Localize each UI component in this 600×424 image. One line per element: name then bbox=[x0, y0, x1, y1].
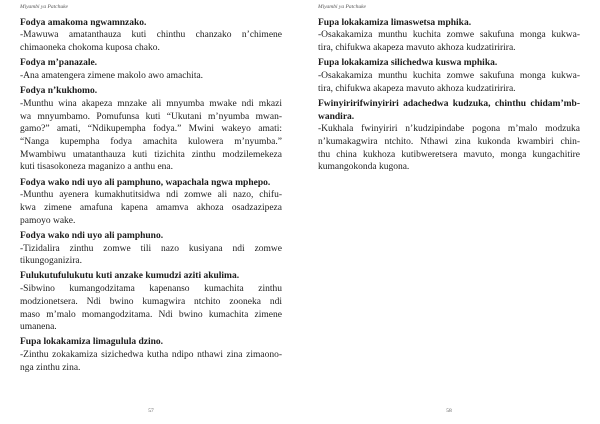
proverb-entry bbox=[318, 98, 580, 174]
running-head: Miyambi ya Patchuke bbox=[20, 4, 68, 10]
proverb-explanation-line: n’kumakagwira ntchito. Nthawi zina kukonda kwambiri chin- bbox=[318, 136, 580, 147]
proverb-entry bbox=[20, 336, 282, 374]
proverb-entry bbox=[20, 270, 282, 334]
proverb-explanation-line: -Mawuwa amatanthauza kuti chinthu chanzako n’chimene bbox=[20, 30, 282, 41]
proverb-explanation-line: -Sibwino kumangodzitama kapenanso kumachita zinthu bbox=[20, 284, 282, 295]
proverb-explanation-line: -Munthu wina akapeza mnzake ali mnyumba mwake ndi mkazi bbox=[20, 98, 282, 109]
proverb-entry bbox=[20, 230, 282, 268]
proverb-explanation-line: thu china kukhoza kutibweretsera mavuto, monga kungachitire bbox=[318, 149, 580, 160]
proverb-explanation-line: -Zinthu zokakamiza sizichedwa kutha ndipo nthawi zina zimaono- bbox=[20, 350, 282, 361]
proverb-explanation-line: “Nanga kupempha fodya amachita kulowera m’nyumba.” bbox=[20, 136, 282, 147]
page-text bbox=[20, 17, 282, 375]
page-text bbox=[318, 17, 580, 174]
proverb-explanation-line: kuti tisasokoneza maganizo a anthu ena. bbox=[20, 162, 174, 173]
proverb-explanation-line: -Osakakamiza munthu kuchita zomwe sakufuna monga kukwa- bbox=[318, 30, 580, 41]
proverb-title-line: Fodya amakoma ngwamnzako. bbox=[20, 17, 147, 28]
page-number: 57 bbox=[148, 408, 154, 414]
proverb-title-line: Fupa lokakamiza limagulula dzino. bbox=[20, 337, 164, 348]
right-page bbox=[300, 0, 600, 424]
proverb-explanation-line: -Tizidalira zinthu zomwe tili nazo kusiyana ndi zomwe bbox=[20, 243, 282, 254]
proverb-explanation-line: nga zinthu zina. bbox=[20, 362, 81, 373]
proverb-explanation-line: maso m’malo momangodzitama. Ndi bwino kumachita zimene bbox=[20, 309, 282, 320]
proverb-explanation-line: Mwambiwu umatanthauza kuti tizichita zinthu modzilemekeza bbox=[20, 149, 282, 160]
proverb-title-line: Fodya n’kukhomo. bbox=[20, 86, 98, 97]
proverb-explanation-line: -Munthu ayenera kumakhutitsidwa ndi zomwe ali nazo, chifu- bbox=[20, 190, 282, 201]
proverb-explanation-line: tira, chifukwa akapeza mavuto akhoza kudzatiririra. bbox=[318, 43, 516, 53]
proverb-explanation-line: kwa zimene amafuna kapena amamva akhoza osadzazipeza bbox=[20, 202, 282, 213]
proverb-title-line: Fupa lokakamiza silichedwa kuswa mphika. bbox=[318, 58, 498, 69]
page-number: 58 bbox=[446, 408, 452, 414]
proverb-title-line: Fupa lokakamiza limaswetsa mphika. bbox=[318, 17, 472, 28]
proverb-explanation-line: chimaoneka chokoma kuposa chako. bbox=[20, 43, 160, 53]
proverb-explanation-line: wa mnyumbamo. Pomufunsa kuti “Ukutani m’nyumba mwan- bbox=[20, 111, 282, 122]
proverb-title-line: Fodya wako ndi uyo ali pamphuno. bbox=[20, 230, 164, 241]
proverb-entry bbox=[20, 57, 282, 82]
proverb-title-line: Fulukutufulukutu kuti anzake kumudzi aziti akulima. bbox=[20, 271, 240, 282]
proverb-title-line: Fodya m’panazale. bbox=[20, 58, 98, 69]
proverb-explanation-line: pamoyo wake. bbox=[20, 215, 76, 226]
proverb-entry bbox=[318, 57, 580, 95]
proverb-explanation-line: modzionetsera. Ndi bwino kumagwira ntchito zooneka ndi bbox=[20, 296, 282, 307]
proverb-title-line: Fwinyiririfwinyiriri adachedwa kudzuka, chinthu chidam’mb- bbox=[318, 98, 580, 109]
running-head: Miyambi ya Patchuke bbox=[318, 4, 366, 10]
proverb-title-line: Fodya wako ndi uyo ali pamphuno, wapachala ngwa mphepo. bbox=[20, 177, 271, 188]
proverb-explanation-line: kumangokonda kugona. bbox=[318, 162, 410, 173]
proverb-explanation-line: -Kukhala fwinyiriri n’kudzipindabe pogona m’malo modzuka bbox=[318, 124, 580, 135]
proverb-explanation-line: -Ana amatengera zimene makolo awo amachita. bbox=[20, 70, 204, 81]
proverb-entry bbox=[20, 85, 282, 174]
proverb-title-line: wandira. bbox=[318, 111, 355, 122]
proverb-explanation-line: gamo?” amati, “Ndikupempha fodya.” Mwini wakeyo amati: bbox=[20, 124, 282, 135]
proverb-entry bbox=[20, 17, 282, 55]
proverb-entry bbox=[318, 17, 580, 55]
proverb-explanation-line: tikungoganizira. bbox=[20, 256, 82, 267]
proverb-explanation-line: umanena. bbox=[20, 322, 57, 333]
proverb-explanation-line: tira, chifukwa akapeza mavuto akhoza kudzatiririra. bbox=[318, 83, 516, 94]
proverb-entry bbox=[20, 177, 282, 228]
proverb-explanation-line: -Osakakamiza munthu kuchita zomwe sakufuna monga kukwa- bbox=[318, 70, 580, 81]
